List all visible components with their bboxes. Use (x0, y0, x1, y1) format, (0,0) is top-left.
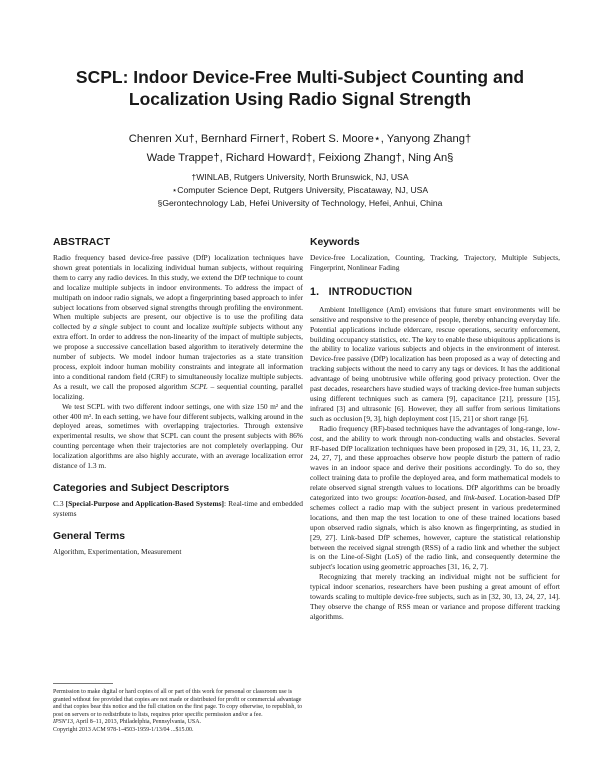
categories-heading: Categories and Subject Descriptors (53, 482, 230, 494)
abstract-paragraph-2: We test SCPL with two different indoor settings, one with size 150 m² and the other 400 m². In each setting, we have four different subjects, walking around in the deployed areas, sometimes with overlapping trajectories. Through extensive experimental results, we show that SCPL can count the present subjects with 86% counting percentage when their trajectories are not completely overlapping. Our localization algorithms are also highly accurate, with an average localization error distance of 1.3 m. (53, 401, 303, 471)
keywords-heading: Keywords (310, 237, 360, 248)
copyright-line: Copyright 2013 ACM 978-1-4503-1959-1/13/04 ...$15.00. (53, 726, 194, 733)
author-line-2: Wade Trappe†, Richard Howard†, Feixiong Zhang†, Ning An§ (146, 152, 454, 164)
general-terms-text: Algorithm, Experimentation, Measurement (53, 546, 182, 556)
abstract-paragraph-1: Radio frequency based device-free passive (DfP) localization techniques have shown great potentials in localizing individual human subjects, without requiring them to carry any radio devices. In this study, we extend the DfP technique to count and localize multiple subjects in indoor environments. To address the impact of multipath on indoor radio signals, we adopt a fingerprinting based approach to infer subject locations from observed signal strengths through profiling the environment. When multiple subjects are present, our objective is to use the profiling data collected by a single subject to count and localize multiple subjects without any extra effort. In order to address the non-linearity of the impact of multiple subjects, we propose a successive cancellation based algorithm to iteratively determine the number of subjects. We model indoor human trajectories as a state transition process, exploit indoor human mobility constraints and integrate all information into a conditional random field (CRF) to simultaneously localize multiple subjects. As a result, we call the proposed algorithm SCPL – sequential counting, parallel localizing. (53, 253, 304, 401)
affiliation-list (60, 171, 540, 210)
categories-text: C.3 [Special-Purpose and Application-Based Systems]: Real-time and embedded systems (53, 498, 303, 518)
venue-line: IPSN'13, April 8–11, 2013, Philadelphia, Pennsylvania, USA. (53, 719, 202, 726)
keywords-text: Device-free Localization, Counting, Tracking, Trajectory, Multiple Subjects, Fingerprint, Nonlinear Fading (310, 253, 560, 272)
intro-paragraph-2: Radio frequency (RF)-based techniques have the advantages of long-range, low-cost, and the ability to work through non-conducting walls and obstacles. Several RF-based DfP localization techniques have been proposed in [29, 31, 16, 11, 23, 2, 24, 27, 7], and these approaches observe how people disturb the pattern of radio waves in an indoor space and derive their positions accordingly. To do so, they collect training data to profile the deployed area, and form mathematical models to relate observed signal strength values to locations. DfP algorithms can be broadly categorized into two groups: location-based, and link-based. Location-based DfP schemes collect a radio map with the subject present in various predetermined locations, and then map the test location to one of these trained locations based upon observed radio signals, which is also known as fingerprinting, as studied in [29, 27]. Link-based DfP schemes, however, capture the statistical relationship between the received signal strength (RSS) of a radio link and whether the subject is on the Line-of-Sight (LoS) of the radio link, and consequently determine the subject's location using geometric approaches [31, 16, 2, 7]. (310, 423, 560, 572)
paper-title: SCPL: Indoor Device-Free Multi-Subject Counting and Localization Using Radio Signal Strength (75, 67, 525, 109)
affiliation-cs-dept: ⋆Computer Science Dept, Rutgers University, Piscataway, NJ, USA (171, 185, 429, 195)
author-list (60, 130, 540, 168)
left-column (53, 236, 303, 557)
intro-paragraph-1: Ambient Intelligence (AmI) envisions that future smart environments will be sensitive and responsive to the presence of people, thereby enhancing everyday life. Potential applications include eldercare, rescue operations, security enforcement, building occupancy statistics, etc. The key to enable these ubiquitous applications is the ability to localize various subjects and objects in the environment of interest. Device-free passive (DfP) localization has been proposed as a way of detecting and tracking subjects without the need to carry any tags or devices. It has the additional advantage of being unobtrusive while offering good privacy protection. Over the past decades, researchers have studied ways of tracking device-free human subjects using different techniques such as camera [9], capacitance [21], pressure [15], infrared [3] and ultrasonic [6]. However, they all suffer from serious limitations such as occlusion [9, 3], high deployment cost [15, 21] or short range [6]. (310, 304, 560, 423)
general-terms-heading: General Terms (53, 530, 125, 542)
affiliation-hefei: §Gerontechnology Lab, Hefei University of Technology, Hefei, Anhui, China (157, 198, 443, 208)
affiliation-winlab: †WINLAB, Rutgers University, North Brunswick, NJ, USA (191, 172, 409, 182)
author-line-1: Chenren Xu†, Bernhard Firner†, Robert S. Moore⋆, Yanyong Zhang† (128, 133, 472, 145)
footnote-rule (53, 683, 113, 684)
intro-paragraph-3: Recognizing that merely tracking an individual might not be sufficient for typical indoor scenarios, researchers have been pushing a great amount of effort towards scaling to multiple device-free subjects, such as in [32, 30, 13, 24, 27, 14]. They observe the change of RSS mean or variance and propose different tracking algorithms. (310, 572, 560, 621)
permission-notice: Permission to make digital or hard copies of all or part of this work for personal or classroom use is granted without fee provided that copies are not made or distributed for profit or commercial advantage and that copies bear this notice and the full citation on the first page. To copy otherwise, to republish, to post on servers or to redistribute to lists, requires prior specific permission and/or a fee. (53, 689, 303, 718)
copyright-footnote (53, 689, 303, 735)
abstract-heading: ABSTRACT (53, 237, 111, 248)
introduction-heading: 1. INTRODUCTION (310, 285, 413, 298)
right-column (310, 236, 560, 622)
